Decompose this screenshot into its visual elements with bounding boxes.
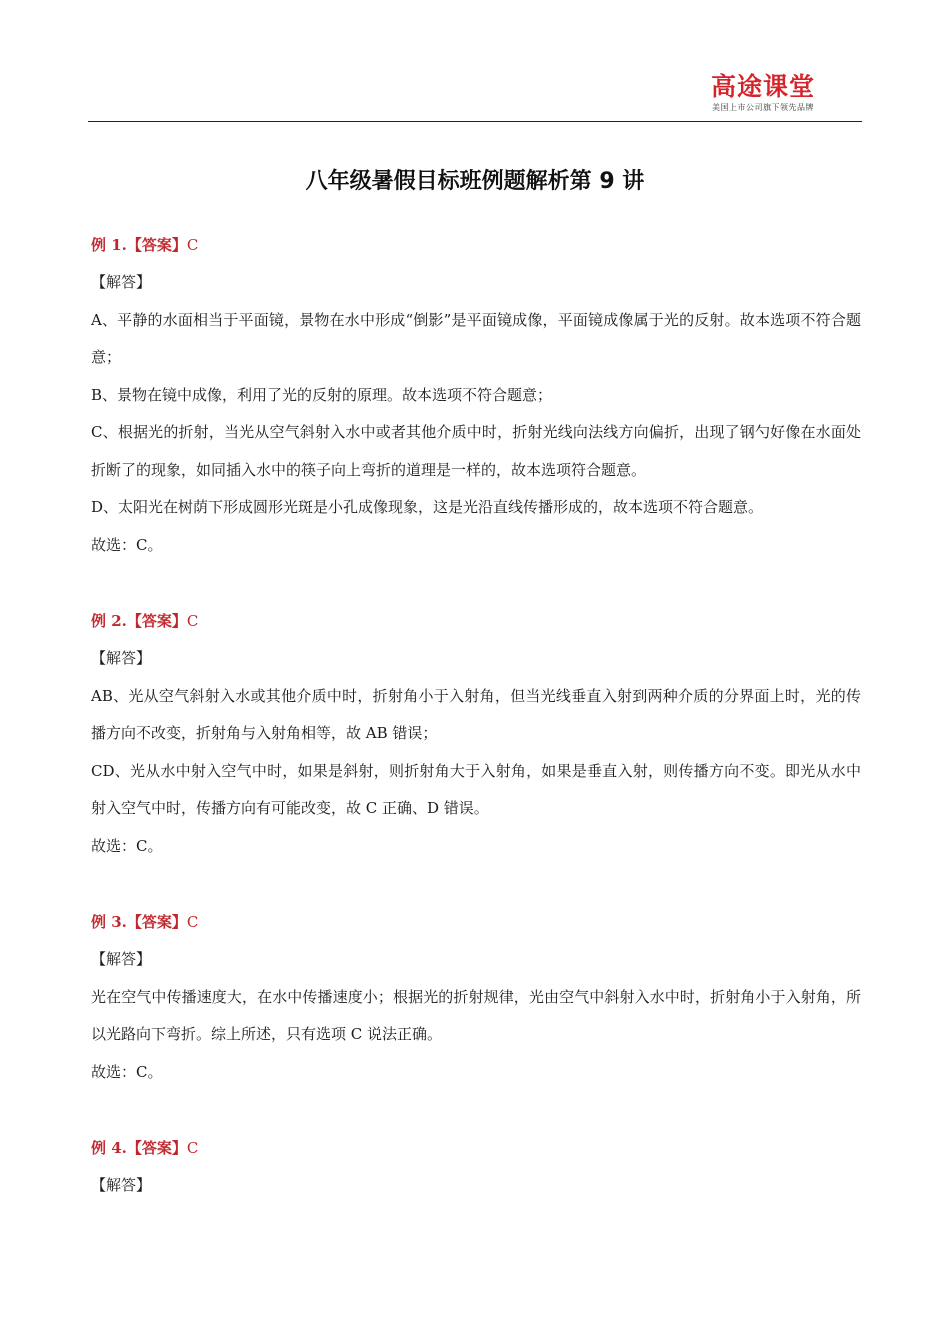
example-heading xyxy=(91,602,861,640)
example-1 xyxy=(91,226,861,564)
example-label: 例 1.【答案】 xyxy=(91,236,187,254)
example-heading xyxy=(91,226,861,264)
solution-paragraph: D、太阳光在树荫下形成圆形光斑是小孔成像现象，这是光沿直线传播形成的，故本选项不符合题意。 xyxy=(91,498,764,516)
example-label: 例 4.【答案】 xyxy=(91,1139,187,1157)
solution-label: 【解答】 xyxy=(91,273,152,291)
answer-value: C xyxy=(186,1139,199,1157)
solution-paragraph: A、平静的水面相当于平面镜，景物在水中形成“倒影”是平面镜成像，平面镜成像属于光的反射。故本选项不符合题意； xyxy=(91,310,861,366)
solution-label: 【解答】 xyxy=(91,1176,152,1194)
example-label: 例 3.【答案】 xyxy=(91,913,187,931)
example-heading xyxy=(91,1129,861,1167)
solution-paragraph: 光在空气中传播速度大，在水中传播速度小；根据光的折射规律，光由空气中斜射入水中时，折射角小于入射角，所以光路向下弯折。综上所述，只有选项 C 说法正确。 xyxy=(91,987,861,1043)
example-heading xyxy=(91,903,861,941)
example-4 xyxy=(91,1129,861,1205)
solution-label: 【解答】 xyxy=(91,950,152,968)
solution-label: 【解答】 xyxy=(91,649,152,667)
logo-tagline: 美国上市公司旗下领先品牌 xyxy=(712,103,814,112)
header-divider xyxy=(88,121,862,122)
brand-logo xyxy=(688,72,838,114)
solution-paragraph: AB、光从空气斜射入水或其他介质中时，折射角小于入射角，但当光线垂直入射到两种介质的分界面上时，光的传播方向不改变，折射角与入射角相等，故 AB 错误； xyxy=(91,686,861,742)
document-title: 八年级暑假目标班例题解析第 9 讲 xyxy=(305,169,645,194)
answer-value: C xyxy=(186,913,199,931)
example-3 xyxy=(91,903,861,1091)
answer-value: C xyxy=(186,236,199,254)
conclusion-line: 故选：C。 xyxy=(91,836,163,855)
document-body xyxy=(91,226,861,1243)
solution-paragraph: C、根据光的折射，当光从空气斜射入水中或者其他介质中时，折射光线向法线方向偏折，出现了钢勺好像在水面处折断了的现象，如同插入水中的筷子向上弯折的道理是一样的，故本选项符合题意。 xyxy=(91,423,861,479)
solution-paragraph: CD、光从水中射入空气中时，如果是斜射，则折射角大于入射角，如果是垂直入射，则传播方向不变。即光从水中射入空气中时，传播方向有可能改变，故 C 正确、D 错误。 xyxy=(91,761,861,817)
answer-value: C xyxy=(186,612,199,630)
conclusion-line: 故选：C。 xyxy=(91,1062,163,1081)
example-label: 例 2.【答案】 xyxy=(91,612,187,630)
conclusion-line: 故选：C。 xyxy=(91,535,163,554)
solution-paragraph: B、景物在镜中成像，利用了光的反射的原理。故本选项不符合题意； xyxy=(91,385,553,404)
logo-wordmark: 高途课堂 xyxy=(710,72,815,101)
example-2 xyxy=(91,602,861,865)
